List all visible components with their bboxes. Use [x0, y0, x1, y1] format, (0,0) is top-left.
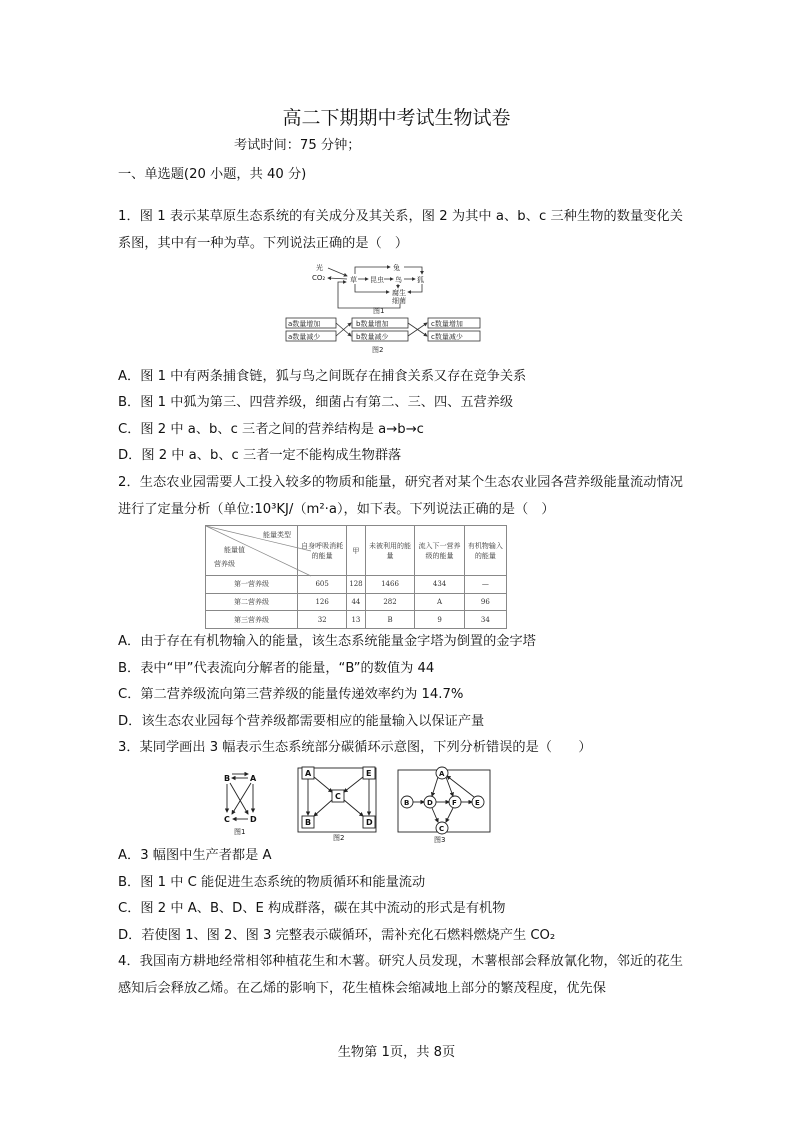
fig1-fungi-label: 腐生 — [392, 289, 406, 297]
question-1-option-b: B．图 1 中狐为第三、四营养级，细菌占有第二、三、四、五营养级 — [118, 395, 514, 410]
svg-text:A: A — [439, 770, 445, 778]
table-cell: — — [464, 576, 506, 594]
svg-text:图1: 图1 — [234, 828, 246, 836]
table-cell: 13 — [347, 611, 365, 629]
table-row-label: 第一营养级 — [206, 576, 298, 594]
table-row — [206, 593, 507, 611]
fig2-c-up: c数量增加 — [431, 320, 463, 328]
question-1-figure — [288, 262, 500, 354]
svg-text:图3: 图3 — [434, 836, 446, 844]
page-footer: 生物第 1页，共 8页 — [337, 1045, 456, 1060]
question-4-stem: 4．我国南方耕地经常相邻种植花生和木薯。研究人员发现，木薯根部会释放氰化物，邻近的花生感知后会释放乙烯。在乙烯的影响下，花生植株会缩减地上部分的繁茂程度，优先保 — [118, 954, 683, 996]
carbon-fig3 — [404, 770, 480, 844]
question-3-stem: 3．某同学画出 3 幅表示生态系统部分碳循环示意图，下列分析错误的是（ ） — [118, 740, 592, 755]
table-corner-top: 能量类型 — [263, 531, 292, 539]
fig1-light-label: 光 — [316, 264, 323, 272]
svg-text:A: A — [250, 774, 257, 783]
svg-text:E: E — [475, 799, 480, 807]
table-header: 未被利用的能量 — [365, 526, 415, 576]
question-2-option-c: C．第二营养级流向第三营养级的能量传递效率约为 14.7% — [118, 687, 464, 702]
carbon-fig1 — [224, 774, 257, 836]
question-2-option-a: A．由于存在有机物输入的能量，该生态系统能量金字塔为倒置的金字塔 — [118, 634, 536, 649]
table-cell: 96 — [464, 593, 506, 611]
svg-text:D: D — [366, 818, 373, 827]
table-header: 流入下一营养级的能量 — [415, 526, 464, 576]
fig2-a-up: a数量增加 — [288, 320, 321, 328]
table-cell: 126 — [298, 593, 347, 611]
fig1-co2-label: CO₂ — [312, 274, 326, 282]
fig2-b-up: b数量增加 — [356, 320, 389, 328]
svg-text:B: B — [224, 774, 231, 783]
fig1-rabbit-label: 兔 — [393, 264, 400, 272]
question-2-option-b: B．表中“甲”代表流向分解者的能量，“B”的数值为 44 — [118, 661, 435, 676]
question-2-stem: 2．生态农业园需要人工投入较多的物质和能量，研究者对某个生态农业园各营养级能量流动情况进行了定量分析（单位:10³KJ/（m²·a），如下表。下列说法正确的是（ ） — [118, 475, 683, 517]
table-corner-cell — [206, 526, 298, 576]
table-cell: B — [365, 611, 415, 629]
table-cell: 128 — [347, 576, 365, 594]
svg-text:C: C — [224, 815, 230, 824]
table-cell: 282 — [365, 593, 415, 611]
fig2-a-down: a数量减少 — [288, 333, 321, 341]
table-header: 甲 — [347, 526, 365, 576]
table-cell: 44 — [347, 593, 365, 611]
fig1-caption: 图1 — [373, 307, 385, 315]
fig2-b-down: b数量减少 — [356, 333, 389, 341]
carbon-fig2 — [305, 769, 373, 842]
energy-flow-table — [205, 525, 507, 629]
page-title: 高二下期期中考试生物试卷 — [282, 107, 511, 129]
svg-text:图2: 图2 — [333, 834, 345, 842]
svg-text:E: E — [366, 769, 372, 778]
table-row-label: 第二营养级 — [206, 593, 298, 611]
svg-text:A: A — [305, 769, 312, 778]
table-cell: 34 — [464, 611, 506, 629]
question-1-stem: 1．图 1 表示某草原生态系统的有关成分及其关系，图 2 为其中 a、b、c 三种生物的数量变化关系图，其中有一种为草。下列说法正确的是（ ） — [118, 209, 683, 251]
table-row-label: 第三营养级 — [206, 611, 298, 629]
fig2-caption: 图2 — [372, 346, 384, 354]
question-2-option-d: D．该生态农业园每个营养级都需要相应的能量输入以保证产量 — [118, 714, 485, 729]
exam-time: 考试时间：75 分钟； — [234, 138, 361, 153]
question-1-option-d: D．图 2 中 a、b、c 三者一定不能构成生物群落 — [118, 448, 402, 463]
fig1-grass-label: 草 — [350, 276, 357, 284]
table-cell: 9 — [415, 611, 464, 629]
fig1-insect-label: 昆虫 — [370, 276, 384, 284]
table-row — [206, 611, 507, 629]
question-3-option-c: C．图 2 中 A、B、D、E 构成群落，碳在其中流动的形式是有机物 — [118, 901, 506, 916]
svg-text:B: B — [404, 799, 410, 807]
question-3-option-b: B．图 1 中 C 能促进生态系统的物质循环和能量流动 — [118, 875, 426, 890]
table-corner-mid: 能量值 — [224, 546, 245, 554]
table-cell: 1466 — [365, 576, 415, 594]
fig1-bird-label: 鸟 — [395, 276, 402, 284]
svg-text:C: C — [335, 792, 341, 801]
fig1-fox-label: 狐 — [417, 276, 424, 284]
food-web-diagram — [312, 263, 424, 315]
table-header: 自身呼吸消耗的能量 — [298, 526, 347, 576]
table-cell: 605 — [298, 576, 347, 594]
svg-text:C: C — [439, 825, 445, 833]
svg-text:F: F — [452, 799, 457, 807]
table-cell: A — [415, 593, 464, 611]
svg-text:D: D — [427, 799, 433, 807]
fig2-c-down: c数量减少 — [431, 333, 463, 341]
table-cell: 434 — [415, 576, 464, 594]
svg-text:B: B — [305, 818, 312, 827]
table-corner-bottom: 营养级 — [214, 560, 235, 568]
carbon-cycle-figures — [218, 764, 498, 844]
svg-text:D: D — [250, 815, 257, 824]
table-row — [206, 576, 507, 594]
table-cell: 32 — [298, 611, 347, 629]
table-header: 有机物输入的能量 — [464, 526, 506, 576]
question-1-option-a: A．图 1 中有两条捕食链，狐与鸟之间既存在捕食关系又存在竞争关系 — [118, 369, 527, 384]
question-1-option-c: C．图 2 中 a、b、c 三者之间的营养结构是 a→b→c — [118, 422, 424, 437]
fig1-bacteria-label: 细菌 — [392, 297, 406, 305]
section-heading: 一、单选题(20 小题，共 40 分) — [118, 167, 307, 182]
question-3-option-d: D．若使图 1、图 2、图 3 完整表示碳循环，需补充化石燃料燃烧产生 CO₂ — [118, 928, 556, 943]
question-3-option-a: A．3 幅图中生产者都是 A — [118, 848, 272, 863]
